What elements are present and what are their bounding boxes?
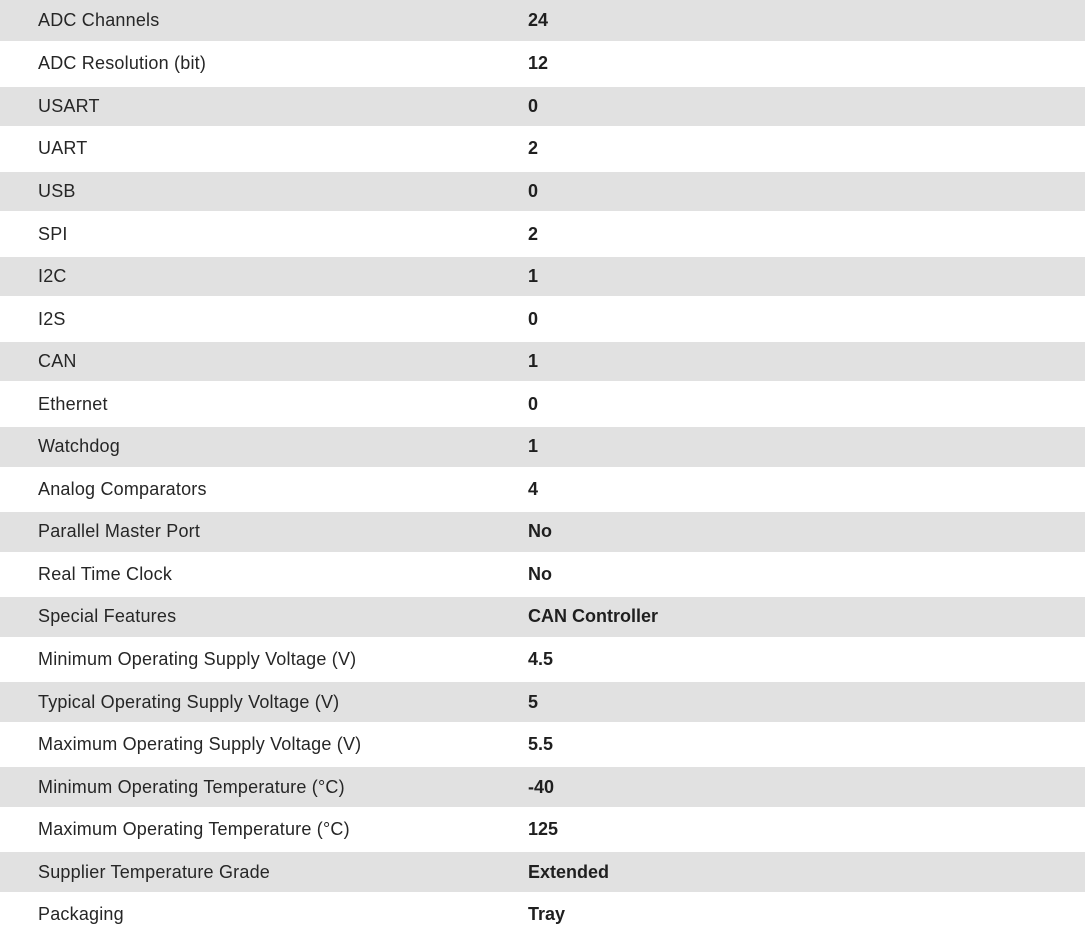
spec-label: Minimum Operating Supply Voltage (V): [0, 638, 528, 681]
spec-value: 1: [528, 255, 1085, 298]
spec-label: ADC Resolution (bit): [0, 43, 528, 86]
table-row: [0, 893, 1085, 936]
spec-label: ADC Channels: [0, 0, 528, 43]
spec-value: 4.5: [528, 638, 1085, 681]
spec-value: 0: [528, 383, 1085, 426]
spec-label: Maximum Operating Temperature (°C): [0, 808, 528, 851]
spec-value: 0: [528, 170, 1085, 213]
spec-label: Maximum Operating Supply Voltage (V): [0, 723, 528, 766]
table-row: [0, 468, 1085, 511]
spec-label: USB: [0, 170, 528, 213]
spec-label: Analog Comparators: [0, 468, 528, 511]
spec-value: Tray: [528, 893, 1085, 936]
table-row: [0, 808, 1085, 851]
spec-value: 5.5: [528, 723, 1085, 766]
table-row: [0, 340, 1085, 383]
table-row: [0, 723, 1085, 766]
spec-value: 2: [528, 128, 1085, 171]
spec-label: Supplier Temperature Grade: [0, 851, 528, 894]
spec-label: Watchdog: [0, 425, 528, 468]
table-row: [0, 638, 1085, 681]
table-row: [0, 383, 1085, 426]
table-row: [0, 596, 1085, 639]
spec-value: 4: [528, 468, 1085, 511]
spec-value: 1: [528, 425, 1085, 468]
spec-value: No: [528, 553, 1085, 596]
spec-label: I2S: [0, 298, 528, 341]
spec-value: No: [528, 511, 1085, 554]
spec-label: Real Time Clock: [0, 553, 528, 596]
spec-value: 0: [528, 85, 1085, 128]
spec-value: 0: [528, 298, 1085, 341]
table-row: [0, 511, 1085, 554]
table-row: [0, 43, 1085, 86]
spec-label: USART: [0, 85, 528, 128]
spec-value: 2: [528, 213, 1085, 256]
table-row: [0, 681, 1085, 724]
spec-label: SPI: [0, 213, 528, 256]
spec-label: Ethernet: [0, 383, 528, 426]
table-row: [0, 0, 1085, 43]
spec-value: 1: [528, 340, 1085, 383]
spec-value: 24: [528, 0, 1085, 43]
spec-label: UART: [0, 128, 528, 171]
spec-label: I2C: [0, 255, 528, 298]
spec-label: Parallel Master Port: [0, 511, 528, 554]
spec-label: Minimum Operating Temperature (°C): [0, 766, 528, 809]
table-row: [0, 298, 1085, 341]
table-row: [0, 255, 1085, 298]
table-row: [0, 766, 1085, 809]
spec-value: 5: [528, 681, 1085, 724]
table-row: [0, 851, 1085, 894]
spec-label: Typical Operating Supply Voltage (V): [0, 681, 528, 724]
spec-value: Extended: [528, 851, 1085, 894]
table-row: [0, 425, 1085, 468]
spec-label: Special Features: [0, 596, 528, 639]
table-row: [0, 170, 1085, 213]
spec-value: CAN Controller: [528, 596, 1085, 639]
table-row: [0, 553, 1085, 596]
spec-value: 125: [528, 808, 1085, 851]
spec-value: -40: [528, 766, 1085, 809]
spec-value: 12: [528, 43, 1085, 86]
table-row: [0, 213, 1085, 256]
spec-label: Packaging: [0, 893, 528, 936]
table-row: [0, 85, 1085, 128]
spec-label: CAN: [0, 340, 528, 383]
table-row: [0, 128, 1085, 171]
